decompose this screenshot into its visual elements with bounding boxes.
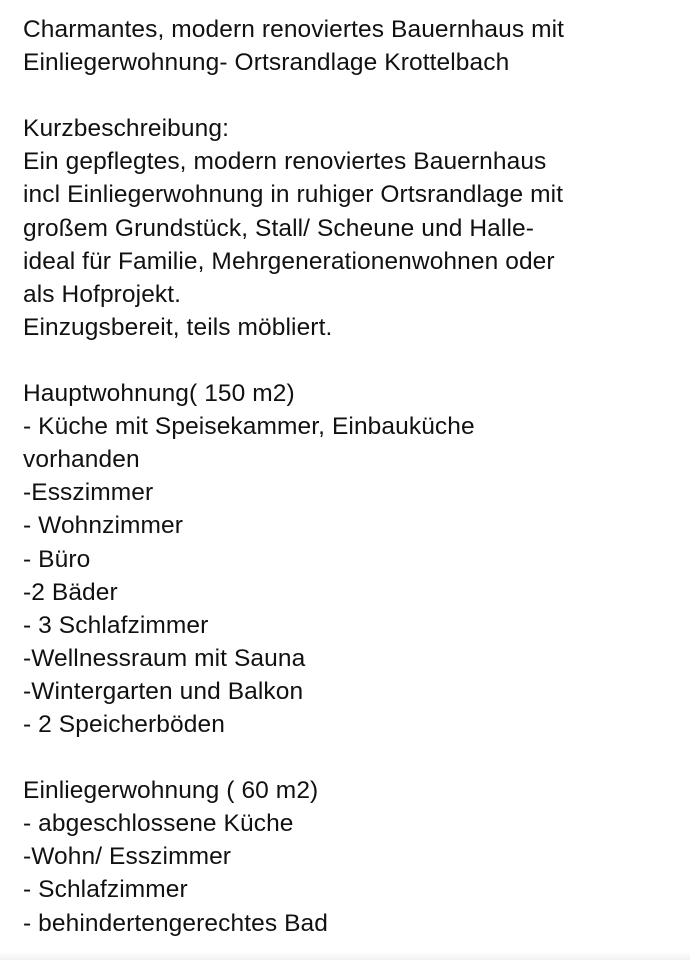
text-line: ideal für Familie, Mehrgenerationenwohnen oder xyxy=(23,247,555,275)
short-description xyxy=(23,112,690,344)
list-item: -Wintergarten und Balkon xyxy=(23,677,304,705)
listing-title xyxy=(23,13,690,79)
blank-line xyxy=(23,344,690,377)
bottom-edge-shadow xyxy=(0,952,690,960)
list-item: - behindertengerechtes Bad xyxy=(23,909,328,937)
blank-line xyxy=(23,741,690,774)
text-line: Ein gepflegtes, modern renoviertes Bauernhaus xyxy=(23,148,547,176)
section-heading: Kurzbeschreibung: xyxy=(23,115,229,143)
section-heading: Einliegerwohnung ( 60 m2) xyxy=(23,777,319,805)
list-item: - Büro xyxy=(23,545,91,573)
list-item: - 2 Speicherböden xyxy=(23,710,225,738)
granny-flat-section xyxy=(23,774,690,939)
text-line: Einzugsbereit, teils möbliert. xyxy=(23,313,333,341)
main-apartment-section xyxy=(23,377,690,741)
text-line: Charmantes, modern renoviertes Bauernhaus mit xyxy=(23,16,565,43)
list-item: -Wohn/ Esszimmer xyxy=(23,843,232,871)
list-item: -Wellnessraum mit Sauna xyxy=(23,644,306,672)
section-heading: Hauptwohnung( 150 m2) xyxy=(23,380,295,408)
list-item: -Esszimmer xyxy=(23,479,154,507)
text-line: incl Einliegerwohnung in ruhiger Ortsrandlage mit xyxy=(23,181,564,209)
text-line: Einliegerwohnung- Ortsrandlage Krottelbach xyxy=(23,49,510,77)
list-item: - Wohnzimmer xyxy=(23,512,184,540)
blank-line xyxy=(23,79,690,112)
list-item: -2 Bäder xyxy=(23,578,118,606)
list-item: - 3 Schlafzimmer xyxy=(23,611,209,639)
text-line: großem Grundstück, Stall/ Scheune und Halle- xyxy=(23,214,534,242)
list-item: - Schlafzimmer xyxy=(23,876,188,904)
list-item: - Küche mit Speisekammer, Einbauküche xyxy=(23,413,475,441)
text-line: als Hofprojekt. xyxy=(23,280,182,308)
list-item: - abgeschlossene Küche xyxy=(23,810,294,838)
list-item: vorhanden xyxy=(23,446,140,474)
